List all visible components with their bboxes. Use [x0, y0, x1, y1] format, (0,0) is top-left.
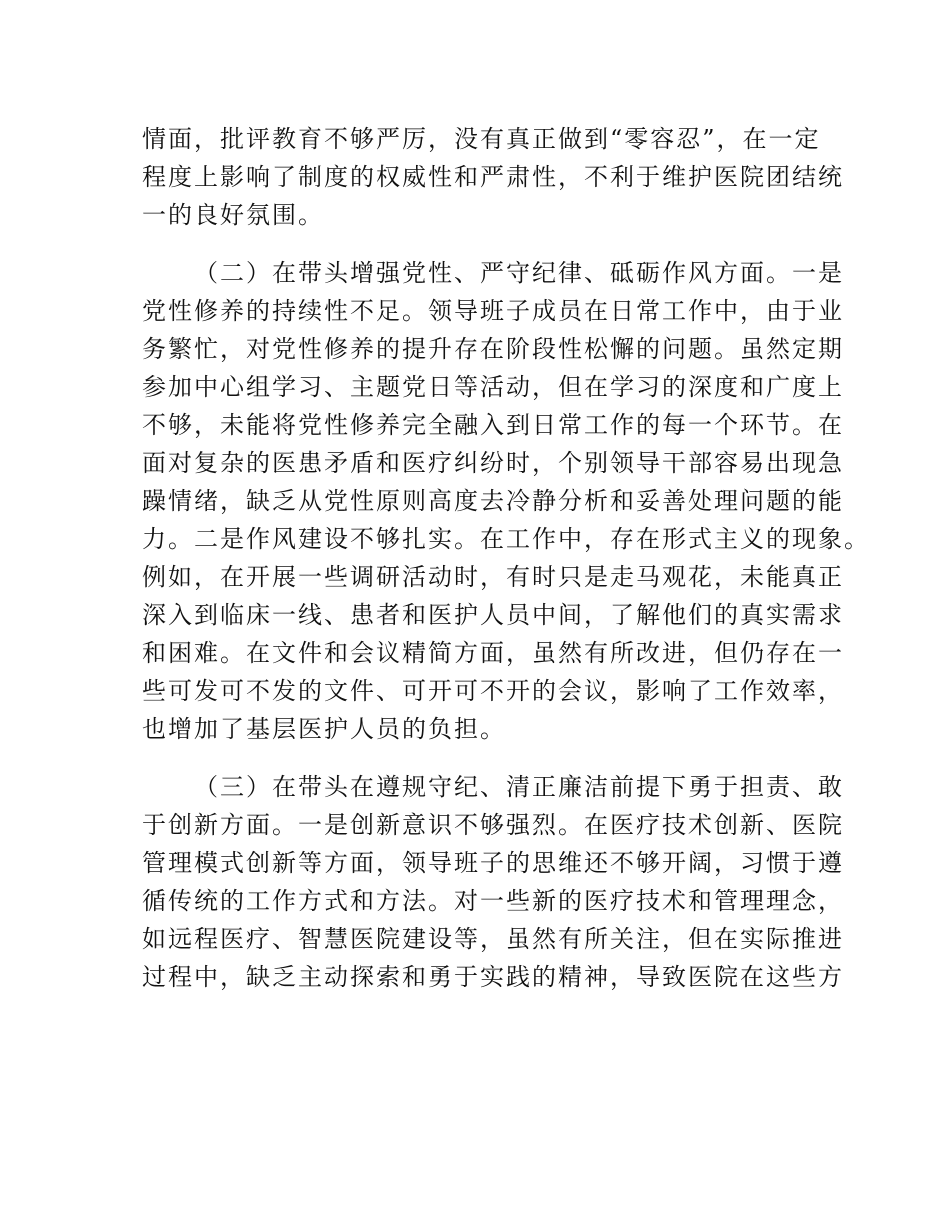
- text-line: 也增加了基层医护人员的负担。: [142, 715, 506, 743]
- text-line: 力。二是作风建设不够扎实。在工作中，存在形式主义的现象。: [142, 525, 870, 553]
- paragraph-gap: [142, 234, 822, 254]
- text-line: 躁情绪，缺乏从党性原则高度去冷静分析和妥善处理问题的能: [142, 487, 844, 515]
- text-line: 不够，未能将党性修养完全融入到日常工作的每一个环节。在: [142, 411, 844, 439]
- paragraph-3: [142, 768, 844, 996]
- text-line: 面对复杂的医患矛盾和医疗纠纷时，个别领导干部容易出现急: [142, 449, 844, 477]
- text-line: 程度上影响了制度的权威性和严肃性，不利于维护医院团结统: [142, 163, 844, 191]
- text-line: 些可发可不发的文件、可开可不开的会议，影响了工作效率，: [142, 677, 844, 705]
- paragraph-2: [142, 254, 870, 748]
- text-line: 和困难。在文件和会议精简方面，虽然有所改进，但仍存在一: [142, 639, 844, 667]
- paragraph-gap: [142, 748, 822, 768]
- document-body: [142, 120, 870, 996]
- text-line: 一的良好氛围。: [142, 201, 324, 229]
- text-line: 党性修养的持续性不足。领导班子成员在日常工作中，由于业: [142, 297, 844, 325]
- text-line: 深入到临床一线、患者和医护人员中间，了解他们的真实需求: [142, 601, 844, 629]
- text-line: 循传统的工作方式和方法。对一些新的医疗技术和管理理念，: [142, 887, 844, 915]
- text-line: 参加中心组学习、主题党日等活动，但在学习的深度和广度上: [142, 373, 844, 401]
- text-line: （三）在带头在遵规守纪、清正廉洁前提下勇于担责、敢: [194, 773, 844, 801]
- text-line: 管理模式创新等方面，领导班子的思维还不够开阔，习惯于遵: [142, 849, 844, 877]
- text-line: 例如，在开展一些调研活动时，有时只是走马观花，未能真正: [142, 563, 844, 591]
- text-line: （二）在带头增强党性、严守纪律、砥砺作风方面。一是: [194, 259, 844, 287]
- text-line: 过程中，缺乏主动探索和勇于实践的精神，导致医院在这些方: [142, 963, 844, 991]
- text-line: 情面，批评教育不够严厉，没有真正做到“零容忍”，在一定: [142, 125, 821, 153]
- text-line: 务繁忙，对党性修养的提升存在阶段性松懈的问题。虽然定期: [142, 335, 844, 363]
- paragraph-1: [142, 120, 844, 234]
- text-line: 如远程医疗、智慧医院建设等，虽然有所关注，但在实际推进: [142, 925, 844, 953]
- text-line: 于创新方面。一是创新意识不够强烈。在医疗技术创新、医院: [142, 811, 844, 839]
